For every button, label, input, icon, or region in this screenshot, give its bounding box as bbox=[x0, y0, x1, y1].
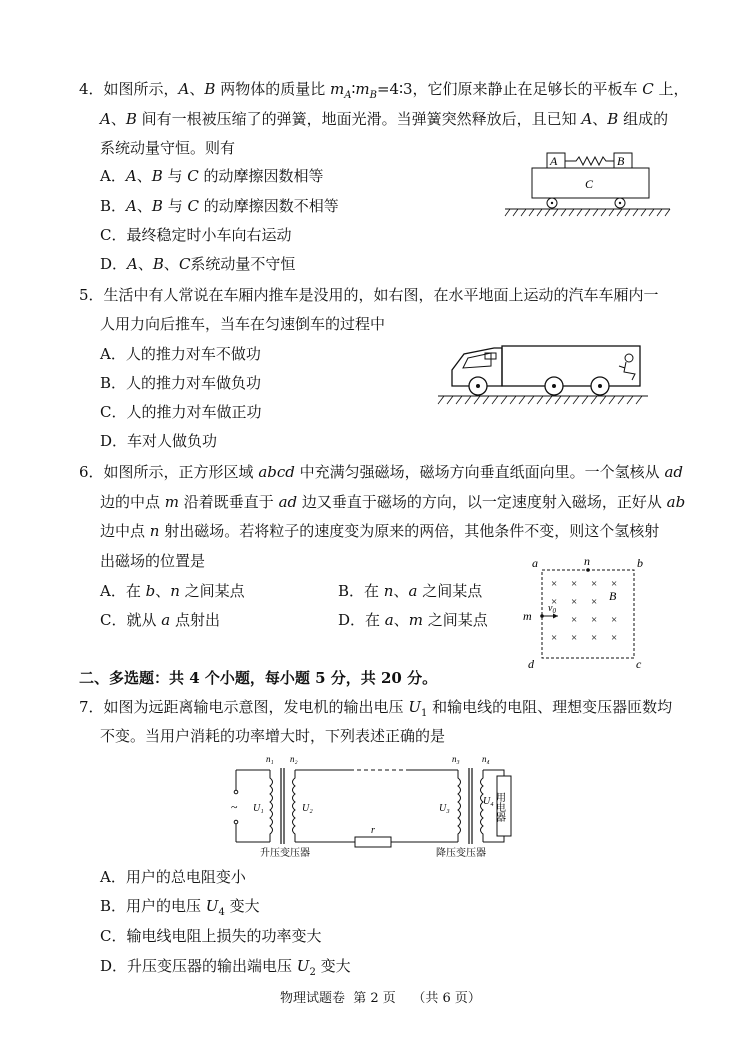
svg-text:v0: $v_0$ bbox=[548, 603, 556, 615]
q5-line-1: 5．生活中有人常说在车厢内推车是没用的，如右图，在水平地面上运动的汽车车厢内一 bbox=[79, 286, 659, 304]
q6-option-c: C．就从 a 点射出 bbox=[100, 611, 220, 629]
q6-line-4: 出磁场的位置是 bbox=[100, 552, 206, 570]
svg-text:×: × bbox=[551, 632, 558, 644]
svg-text:×: × bbox=[611, 614, 618, 626]
svg-text:~: ~ bbox=[231, 800, 238, 814]
svg-text:×: × bbox=[551, 596, 558, 608]
svg-text:n₃: n₃ bbox=[452, 754, 460, 764]
svg-text:U₄: U₄ bbox=[483, 796, 494, 807]
svg-text:U₃: U₃ bbox=[439, 803, 450, 814]
svg-text:×: × bbox=[611, 578, 618, 590]
svg-text:n₄: n₄ bbox=[482, 754, 490, 764]
svg-text:×: × bbox=[571, 632, 578, 644]
q5-option-b: B．人的推力对车做负功 bbox=[100, 374, 262, 392]
field-crosses bbox=[551, 578, 617, 644]
svg-text:B: B bbox=[609, 589, 617, 603]
q7-option-a: A．用户的总电阻变小 bbox=[100, 868, 246, 886]
svg-text:用电器: 用电器 bbox=[493, 792, 505, 822]
q7-line-2: 不变。当用户消耗的功率增大时，下列表述正确的是 bbox=[100, 727, 446, 745]
q7-option-c: C．输电线电阻上损失的功率变大 bbox=[100, 927, 322, 945]
svg-text:×: × bbox=[551, 578, 558, 590]
q5-line-2: 人用力向后推车，当车在匀速倒车的过程中 bbox=[100, 315, 386, 333]
svg-text:d: d bbox=[528, 657, 534, 668]
q4-option-b: B．A、B 与 C 的动摩擦因数不相等 bbox=[100, 197, 339, 215]
svg-text:×: × bbox=[611, 632, 618, 644]
svg-text:U₂: U₂ bbox=[302, 803, 313, 814]
q4-line-3: 系统动量守恒。则有 bbox=[100, 139, 236, 157]
section-2-heading: 二、多选题：共 4 个小题，每小题 5 分，共 20 分。 bbox=[79, 669, 438, 687]
q7-transmission-figure bbox=[220, 752, 520, 860]
spring bbox=[565, 157, 614, 165]
svg-text:n: n bbox=[584, 556, 590, 568]
q6-option-a: A．在 b、n 之间某点 bbox=[100, 582, 245, 600]
svg-text:U₁: U₁ bbox=[253, 803, 264, 814]
svg-text:a: a bbox=[532, 556, 538, 570]
q6-line-2: 边的中点 m 沿着既垂直于 ad 边又垂直于磁场的方向，以一定速度射入磁场，正好从 ab bbox=[100, 493, 686, 511]
page-footer: 物理试题卷 第 2 页 （共 6 页） bbox=[280, 991, 481, 1006]
q5-truck-figure bbox=[436, 336, 650, 410]
svg-text:m: m bbox=[523, 609, 532, 623]
q7-option-d: D．升压变压器的输出端电压 $U_2$ 变大 bbox=[100, 957, 351, 978]
svg-text:b: b bbox=[637, 556, 643, 570]
svg-text:×: × bbox=[571, 578, 578, 590]
q7-option-b: B．用户的电压 $U_4$ 变大 bbox=[100, 897, 260, 918]
q5-option-d: D．车对人做负功 bbox=[100, 432, 218, 450]
q6-line-3: 边中点 n 射出磁场。若将粒子的速度变为原来的两倍，其他条件不变，则这个氢核射 bbox=[100, 522, 660, 540]
q5-option-c: C．人的推力对车做正功 bbox=[100, 403, 262, 421]
svg-text:n₁: n₁ bbox=[266, 754, 274, 764]
q4-option-a: A．A、B 与 C 的动摩擦因数相等 bbox=[100, 167, 324, 185]
q4-line-1: 4．如图所示，A、B 两物体的质量比 $m_A∶m_B=4∶3$，它们原来静止在足够长的平板车 C 上， bbox=[79, 80, 689, 101]
svg-text:n₂: n₂ bbox=[290, 754, 298, 764]
svg-text:×: × bbox=[591, 596, 598, 608]
q4-line-2: A、B 间有一根被压缩了的弹簧，地面光滑。当弹簧突然释放后，且已知 A、B 组成的 bbox=[100, 110, 669, 128]
svg-text:降压变压器: 降压变压器 bbox=[436, 848, 486, 859]
svg-text:×: × bbox=[591, 632, 598, 644]
q6-option-d: D．在 a、m 之间某点 bbox=[338, 611, 488, 629]
svg-text:C: C bbox=[585, 177, 594, 191]
svg-text:升压变压器: 升压变压器 bbox=[260, 848, 310, 859]
q6-line-1: 6．如图所示，正方形区域 abcd 中充满匀强磁场，磁场方向垂直纸面向里。一个氢核从 ad bbox=[79, 463, 683, 481]
q4-cart-figure bbox=[500, 148, 680, 220]
svg-text:×: × bbox=[571, 596, 578, 608]
q5-option-a: A．人的推力对车不做功 bbox=[100, 345, 261, 363]
svg-text:c: c bbox=[636, 657, 642, 668]
svg-text:×: × bbox=[591, 614, 598, 626]
q4-option-c: C．最终稳定时小车向右运动 bbox=[100, 226, 292, 244]
q6-magnetic-field-figure bbox=[518, 556, 648, 668]
q6-option-b: B．在 n、a 之间某点 bbox=[338, 582, 483, 600]
q7-line-1: 7．如图为远距离输电示意图，发电机的输出电压 $U_1$ 和输电线的电阻、理想变压器匝数均 bbox=[79, 698, 673, 719]
svg-text:r: r bbox=[371, 825, 375, 836]
svg-text:×: × bbox=[591, 578, 598, 590]
line-resistor bbox=[355, 837, 391, 847]
svg-text:B: B bbox=[617, 154, 625, 168]
q4-option-d: D．A、B、C系统动量不守恒 bbox=[100, 255, 296, 273]
svg-text:×: × bbox=[571, 614, 578, 626]
svg-text:A: A bbox=[550, 154, 558, 168]
